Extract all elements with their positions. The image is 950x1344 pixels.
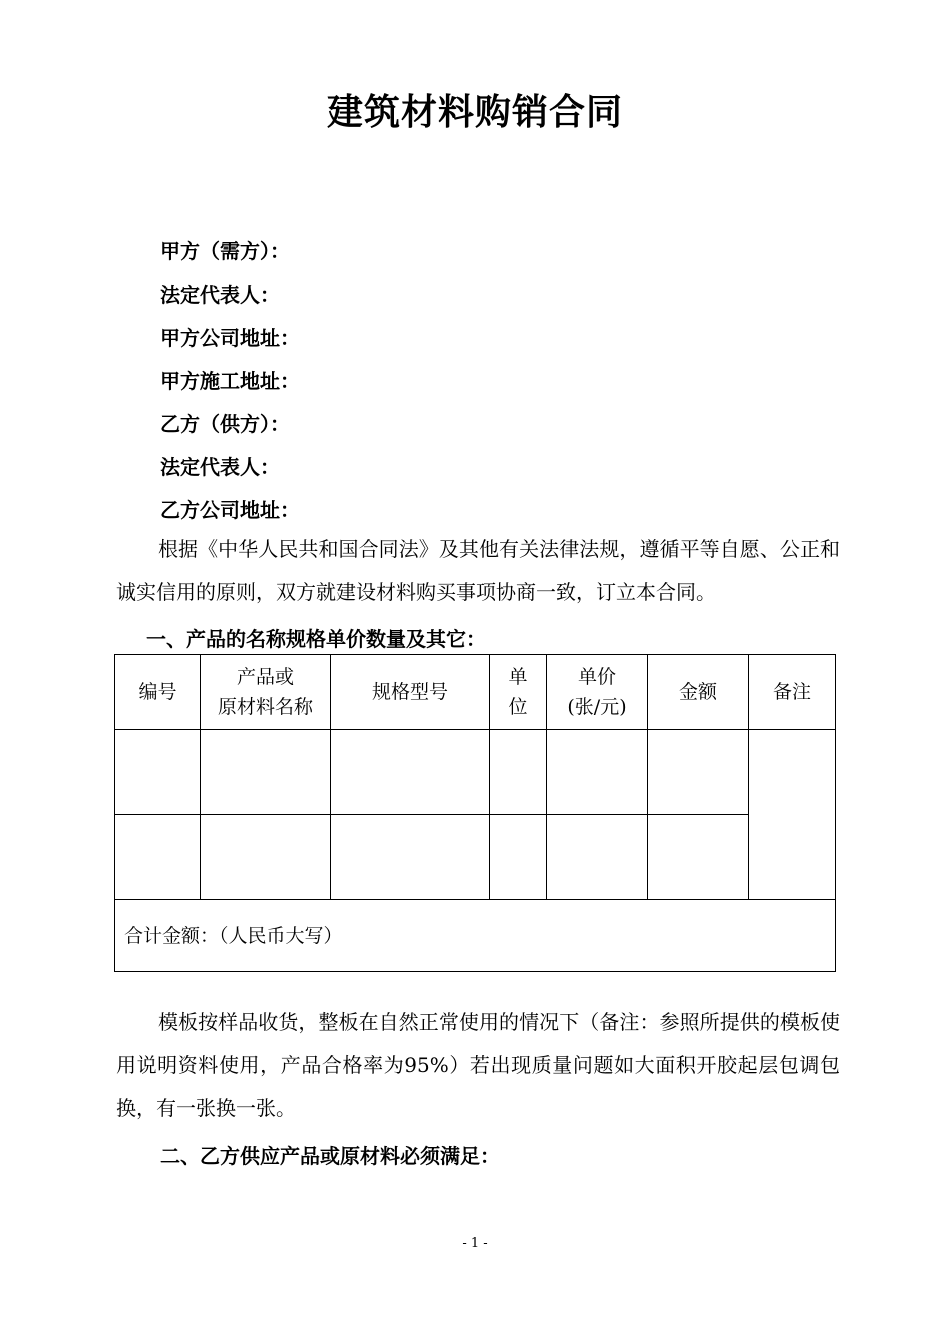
cell-no <box>115 730 201 815</box>
total-amount-label: 合计金额：（人民币大写） <box>115 900 836 972</box>
party-a-representative-label: 法定代表人： <box>160 283 280 307</box>
cell-amount <box>648 815 749 900</box>
cell-amount <box>648 730 749 815</box>
party-a-site-address-label: 甲方施工地址： <box>160 369 300 393</box>
table-total-row <box>115 900 836 972</box>
header-unit-price-line2: (张/元) <box>567 696 627 718</box>
party-b-representative-label: 法定代表人： <box>160 455 280 479</box>
party-a-company-address-label: 甲方公司地址： <box>160 326 300 350</box>
goods-table <box>114 654 836 972</box>
header-remark: 备注 <box>749 655 836 730</box>
document-title: 建筑材料购销合同 <box>326 91 623 133</box>
header-no: 编号 <box>115 655 201 730</box>
cell-remark <box>749 730 836 900</box>
party-a-label: 甲方（需方）： <box>160 239 290 263</box>
cell-no <box>115 815 201 900</box>
page-number: - 1 - <box>462 1236 488 1251</box>
quality-paragraph: 模板按样品收货，整板在自然正常使用的情况下（备注：参照所提供的模板使用说明资料使用，产品合格率为95%）若出现质量问题如大面积开胶起层包调包换，有一张换一张。 <box>116 1010 840 1120</box>
header-amount: 金额 <box>648 655 749 730</box>
header-unit-line1: 单 <box>508 666 528 688</box>
cell-unit <box>490 815 547 900</box>
cell-product-name <box>201 815 331 900</box>
header-unit-price-line1: 单价 <box>577 666 616 688</box>
table-row <box>115 730 836 815</box>
cell-spec <box>331 815 490 900</box>
cell-unit <box>490 730 547 815</box>
header-product-name-line2: 原材料名称 <box>217 696 313 718</box>
table-row <box>115 815 836 900</box>
header-unit <box>490 655 547 730</box>
intro-paragraph: 根据《中华人民共和国合同法》及其他有关法律法规，遵循平等自愿、公正和诚实信用的原则，双方就建设材料购买事项协商一致，订立本合同。 <box>116 537 840 604</box>
header-spec: 规格型号 <box>331 655 490 730</box>
cell-unit-price <box>547 815 648 900</box>
cell-product-name <box>201 730 331 815</box>
table-header-row <box>115 655 836 730</box>
section1-heading: 一、产品的名称规格单价数量及其它： <box>146 627 486 651</box>
header-product-name-line1: 产品或 <box>236 666 294 688</box>
party-b-company-address-label: 乙方公司地址： <box>160 498 300 522</box>
section2-heading: 二、乙方供应产品或原材料必须满足： <box>160 1144 500 1168</box>
cell-spec <box>331 730 490 815</box>
cell-unit-price <box>547 730 648 815</box>
header-unit-price <box>547 655 648 730</box>
party-b-label: 乙方（供方）： <box>160 412 290 436</box>
header-unit-line2: 位 <box>508 696 528 718</box>
header-product-name <box>201 655 331 730</box>
